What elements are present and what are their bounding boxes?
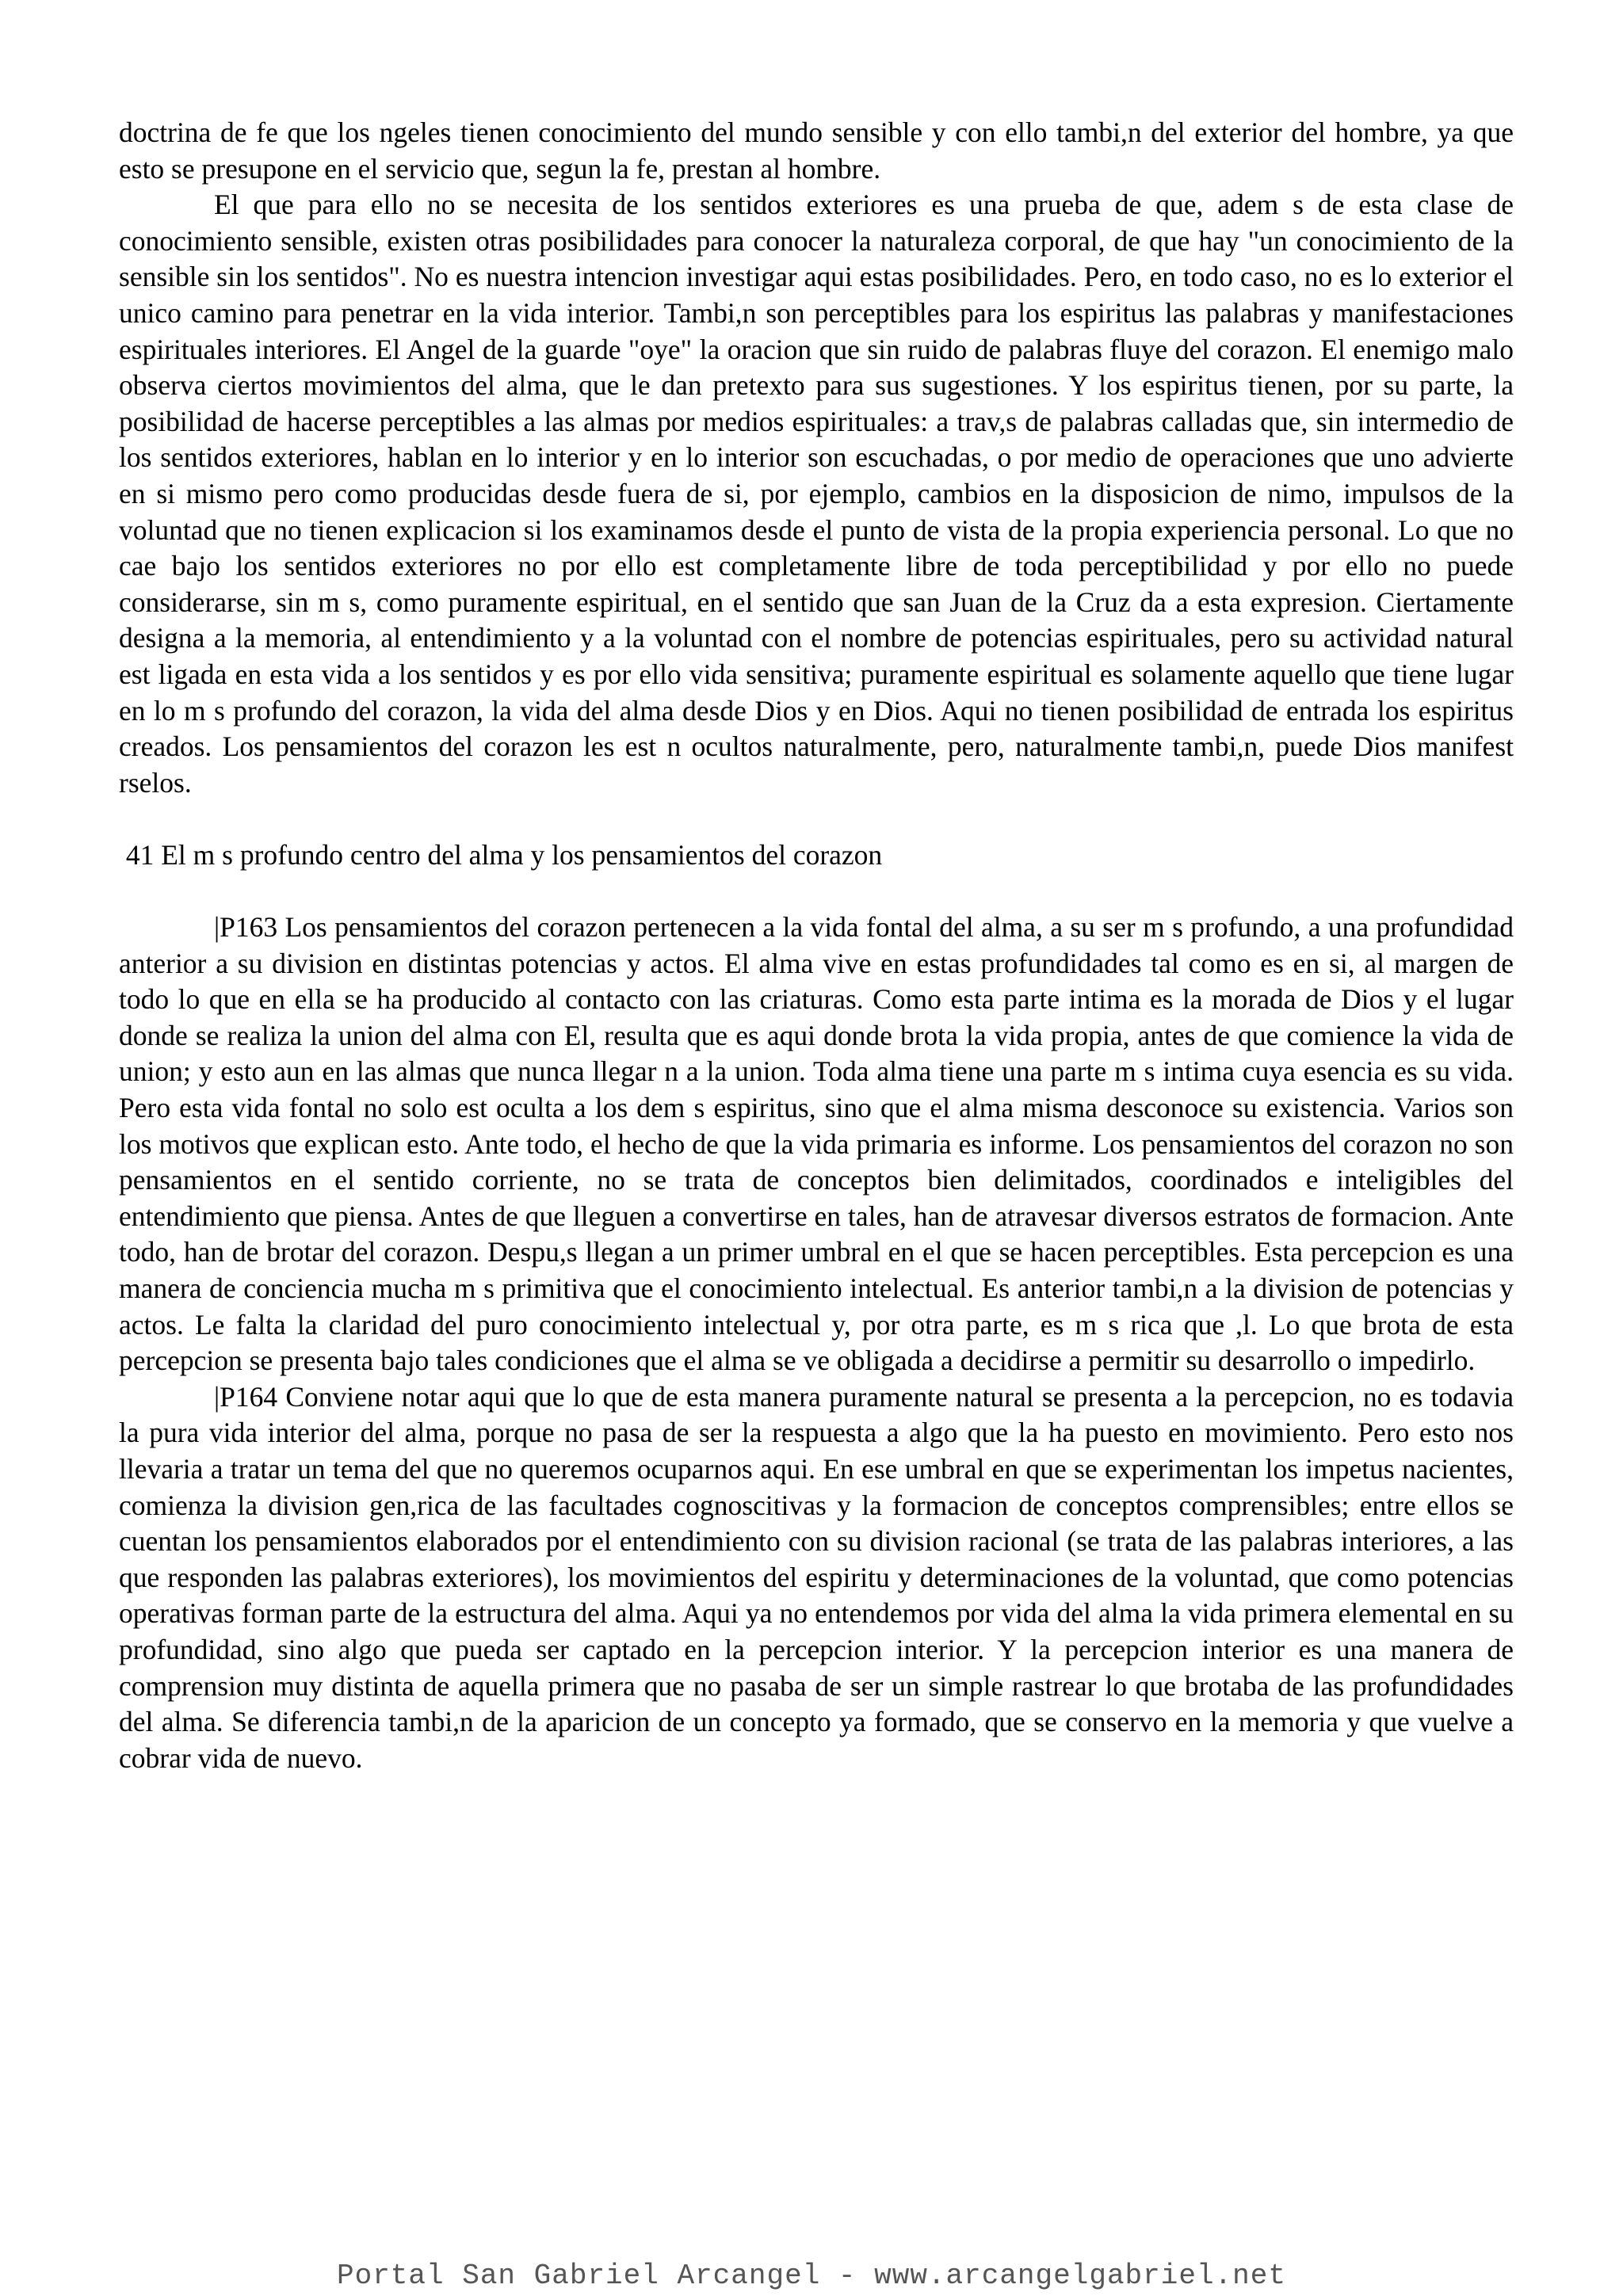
paragraph-p164: |P164 Conviene notar aqui que lo que de esta manera puramente natural se presenta a la percepcion, no es todavia la pura vida interior del alma, porque no pasa de ser la respuesta a algo que la ha puesto en movimiento. Pero esto nos llevaria a tratar un tema del que no queremos ocuparnos aqui. En ese umbral en que se experimentan los impetus nacientes, comienza la division gen,rica de las facultades cognoscitivas y la formacion de conceptos comprensibles; entre ellos se cuentan los pensamientos elaborados por el entendimiento con su division racional (se trata de las palabras interiores, a las que responden las palabras exteriores), los movimientos del espiritu y determinaciones de la voluntad, que como potencias operativas forman parte de la estructura del alma. Aqui ya no entendemos por vida del alma la vida primera elemental en su profundidad, sino algo que pueda ser captado en la percepcion interior. Y la percepcion interior es una manera de comprension muy distinta de aquella primera que no pasaba de ser un simple rastrear lo que brotaba de las profundidades del alma. Se diferencia tambi,n de la aparicion de un concepto ya formado, que se conservo en la memoria y que vuelve a cobrar vida de nuevo.	[119, 1380, 1514, 1774]
paragraph-spirits-perception: El que para ello no se necesita de los sentidos exteriores es una prueba de que, adem s de esta clase de conocimiento sensible, existen otras posibilidades para conocer la naturaleza corporal, de que hay "un conocimiento de la sensible sin los sentidos". No es nuestra intencion investigar aqui estas posibilidades. Pero, en todo caso, no es lo exterior el unico camino para penetrar en la vida interior. Tambi,n son perceptibles para los espiritus las palabras y manifestaciones espirituales interiores. El Angel de la guarde "oye" la oracion que sin ruido de palabras fluye del corazon. El enemigo malo observa ciertos movimientos del alma, que le dan pretexto para sus sugestiones. Y los espiritus tienen, por su parte, la posibilidad de hacerse perceptibles a las almas por medios espirituales: a trav,s de palabras calladas que, sin intermedio de los sentidos exteriores, hablan en lo interior y en lo interior son escuchadas, o por medio de operaciones que uno advierte en si mismo pero como producidas desde fuera de si, por ejemplo, cambios en la disposicion de nimo, impulsos de la voluntad que no tienen explicacion si los examinamos desde el punto de vista de la propia experiencia personal. Lo que no cae bajo los sentidos exteriores no por ello est completamente libre de toda perceptibilidad y por ello no puede considerarse, sin m s, como puramente espiritual, en el sentido que san Juan de la Cruz da a esta expresion. Ciertamente designa a la memoria, al entendimiento y a la voluntad con el nombre de potencias espirituales, pero su actividad natural est ligada en esta vida a los sentidos y es por ello vida sensitiva; puramente espiritual es solamente aquello que tiene lugar en lo m s profundo del corazon, la vida del alma desde Dios y en Dios. Aqui no tienen posibilidad de entrada los espiritus creados. Los pensamientos del corazon les est n ocultos naturalmente, pero, naturalmente tambi,n, puede Dios manifest rselos.	[119, 189, 1514, 799]
section-heading: 41 El m s profundo centro del alma y los pensamientos del corazon	[119, 838, 883, 871]
paragraph-p163: |P163 Los pensamientos del corazon pertenecen a la vida fontal del alma, a su ser m s profundo, a una profundidad anterior a su division en distintas potencias y actos. El alma vive en estas profundidades tal como es en si, al margen de todo lo que en ella se ha producido al contacto con las criaturas. Como esta parte intima es la morada de Dios y el lugar donde se realiza la union del alma con El, resulta que es aqui donde brota la vida propia, antes de que comience la vida de union; y esto aun en las almas que nunca llegar n a la union. Toda alma tiene una parte m s intima cuya esencia es su vida. Pero esta vida fontal no solo est oculta a los dem s espiritus, sino que el alma misma desconoce su existencia. Varios son los motivos que explican esto. Ante todo, el hecho de que la vida primaria es informe. Los pensamientos del corazon no son pensamientos en el sentido corriente, no se trata de conceptos bien delimitados, coordinados e inteligibles del entendimiento que piensa. Antes de que lleguen a convertirse en tales, han de atravesar diversos estratos de formacion. Ante todo, han de brotar del corazon. Despu,s llegan a un primer umbral en el que se hacen perceptibles. Esta percepcion es una manera de conciencia mucha m s primitiva que el conocimiento intelectual. Es anterior tambi,n a la division de potencias y actos. Le falta la claridad del puro conocimiento intelectual y, por otra parte, es m s rica que ,l. Lo que brota de esta percepcion se presenta bajo tales condiciones que el alma se ve obligada a decidirse a permitir su desarrollo o impedirlo.	[119, 911, 1514, 1377]
page-body	[119, 115, 1514, 1776]
paragraph-continuation: doctrina de fe que los ngeles tienen conocimiento del mundo sensible y con ello tambi,n del exterior del hombre, ya que esto se presupone en el servicio que, segun la fe, prestan al hombre.	[119, 116, 1514, 185]
page-footer: Portal San Gabriel Arcangel - www.arcangelgabriel.net	[337, 2260, 1286, 2292]
